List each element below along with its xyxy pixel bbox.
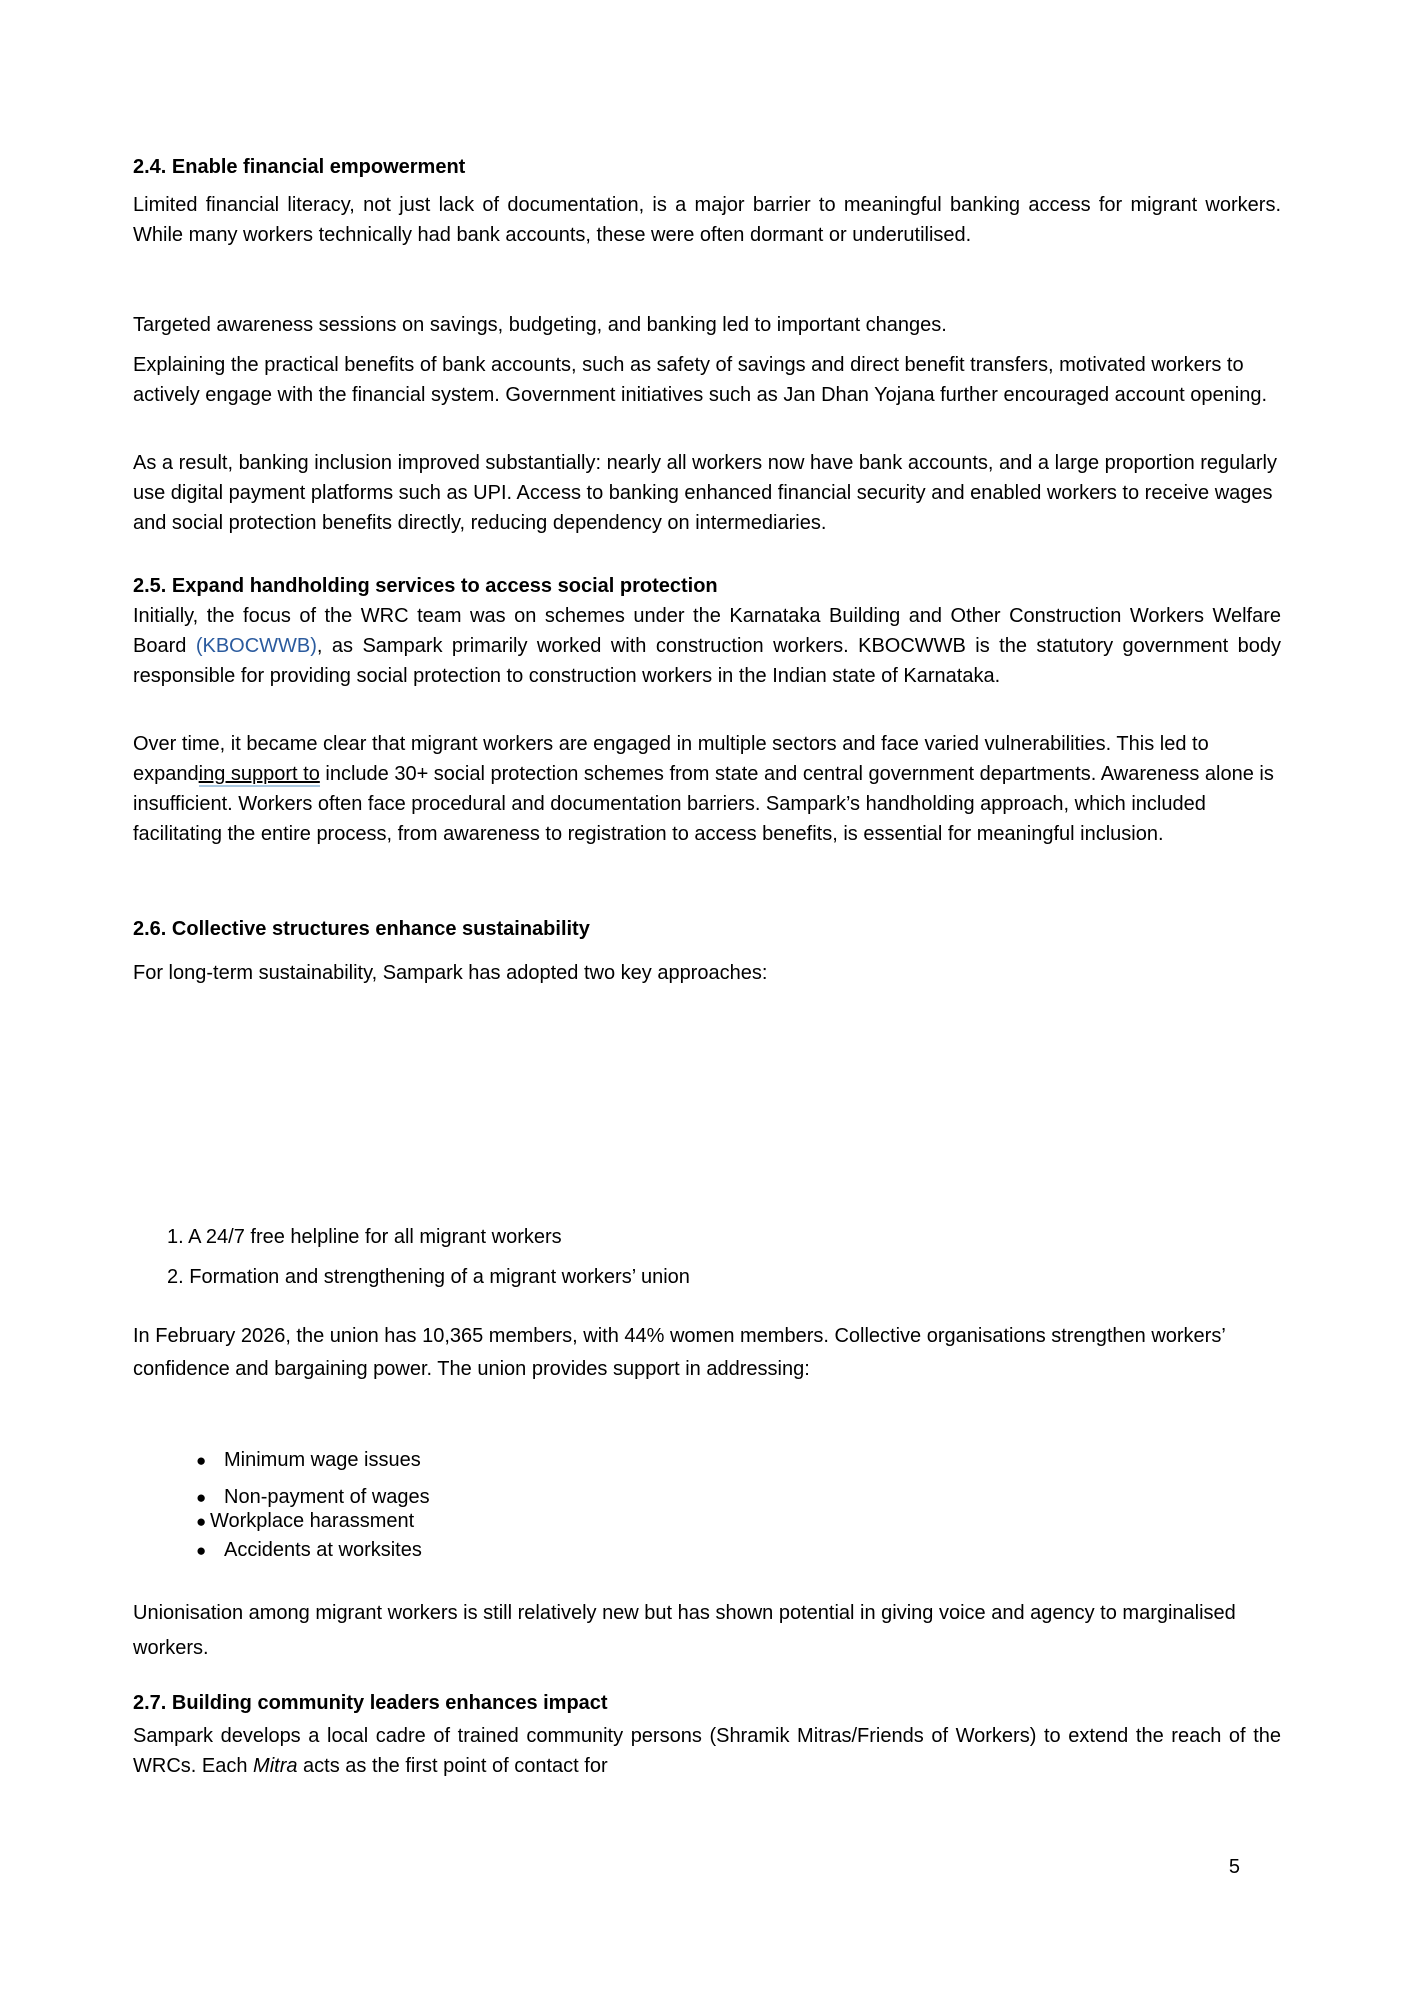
paragraph-union-membership: In February 2026, the union has 10,365 members, with 44% women members. Collective organisations strengthen workers’ confidence and bargaining power. The union provides support in addressing: <box>133 1325 1226 1380</box>
paragraph-over-time-pre: Over time, it became clear that migrant workers are engaged in multiple sectors and face varied vulnerabilities. This led to expand <box>133 733 1209 785</box>
paragraph-over-time-post: include 30+ social protection schemes from state and central government departments. Awareness alone is insufficient. Workers often face procedural and documentation barriers. Sampark’s handholding approach, which included facilitating the entire process, from awareness to registration to access benefits, is essential for meaningful inclusion. <box>133 763 1274 845</box>
bullet-item-text: Non-payment of wages <box>224 1486 430 1508</box>
paragraph-shramik-post: acts as the first point of contact for <box>297 1755 608 1777</box>
paragraph-shramik-mitras <box>133 1721 1281 1781</box>
bullet-icon: ● <box>196 1541 207 1560</box>
page-number: 5 <box>1228 1856 1240 1878</box>
paragraph-financial-literacy: Limited financial literacy, not just lack of documentation, is a major barrier to meaningful banking access for migrant workers. While many workers technically had bank accounts, these were often dormant or underutilised. <box>133 194 1281 246</box>
bullet-item-text: Minimum wage issues <box>224 1449 421 1471</box>
list-number: 1. <box>167 1226 184 1248</box>
paragraph-two-approaches: For long-term sustainability, Sampark has adopted two key approaches: <box>133 962 768 984</box>
paragraph-kbocwwb-post: , as Sampark primarily worked with construction workers. KBOCWWB is the statutory government body responsible for providing social protection to construction workers in the Indian state of Karnataka. <box>133 635 1281 687</box>
list-item-text: A 24/7 free helpline for all migrant workers <box>188 1226 562 1248</box>
heading-2-6: 2.6. Collective structures enhance sustainability <box>133 918 590 940</box>
paragraph-kbocwwb-pre: Initially, the focus of the WRC team was on schemes under the Karnataka Building and Other Construction Workers Welfare Board <box>133 605 1281 657</box>
mitra-italic: Mitra <box>253 1755 298 1777</box>
paragraph-targeted-awareness: Targeted awareness sessions on savings, budgeting, and banking led to important changes. <box>133 314 947 336</box>
bullet-icon: ● <box>196 1488 207 1507</box>
bullet-item-text: Accidents at worksites <box>224 1539 422 1561</box>
kbocwwb-link[interactable]: (KBOCWWB) <box>195 635 317 657</box>
bullet-item-accidents <box>196 1535 1256 1566</box>
paragraph-over-time <box>133 729 1281 849</box>
list-number: 2. <box>167 1266 184 1288</box>
underlined-phrase: ing support to <box>198 763 320 785</box>
bullet-item-harassment <box>196 1506 1256 1537</box>
paragraph-unionisation: Unionisation among migrant workers is still relatively new but has shown potential in giving voice and agency to marginalised workers. <box>133 1602 1236 1659</box>
bullet-item-minimum-wage <box>196 1445 1256 1476</box>
bullet-icon: ● <box>196 1512 207 1531</box>
heading-2-7: 2.7. Building community leaders enhances impact <box>133 1692 608 1714</box>
heading-2-5: 2.5. Expand handholding services to access social protection <box>133 575 718 597</box>
paragraph-explaining-benefits: Explaining the practical benefits of bank accounts, such as safety of savings and direct benefit transfers, motivated workers to actively engage with the financial system. Government initiatives such as Jan Dhan Yojana further encouraged account opening. <box>133 354 1268 406</box>
bullet-item-text: Workplace harassment <box>210 1510 415 1532</box>
paragraph-kbocwwb-focus <box>133 601 1281 691</box>
numbered-list-item-helpline <box>167 1222 1267 1252</box>
numbered-list-item-union <box>167 1262 1267 1292</box>
paragraph-banking-inclusion: As a result, banking inclusion improved substantially: nearly all workers now have bank accounts, and a large proportion regularly use digital payment platforms such as UPI. Access to banking enhanced financial security and enabled workers to receive wages and social protection benefits directly, reducing dependency on intermediaries. <box>133 452 1277 534</box>
heading-2-4: 2.4. Enable financial empowerment <box>133 156 466 178</box>
bullet-icon: ● <box>196 1451 207 1470</box>
paragraph-shramik-pre: Sampark develops a local cadre of trained community persons (Shramik Mitras/Friends of Workers) to extend the reach of the WRCs. Each <box>133 1725 1281 1777</box>
list-item-text: Formation and strengthening of a migrant workers’ union <box>189 1266 690 1288</box>
